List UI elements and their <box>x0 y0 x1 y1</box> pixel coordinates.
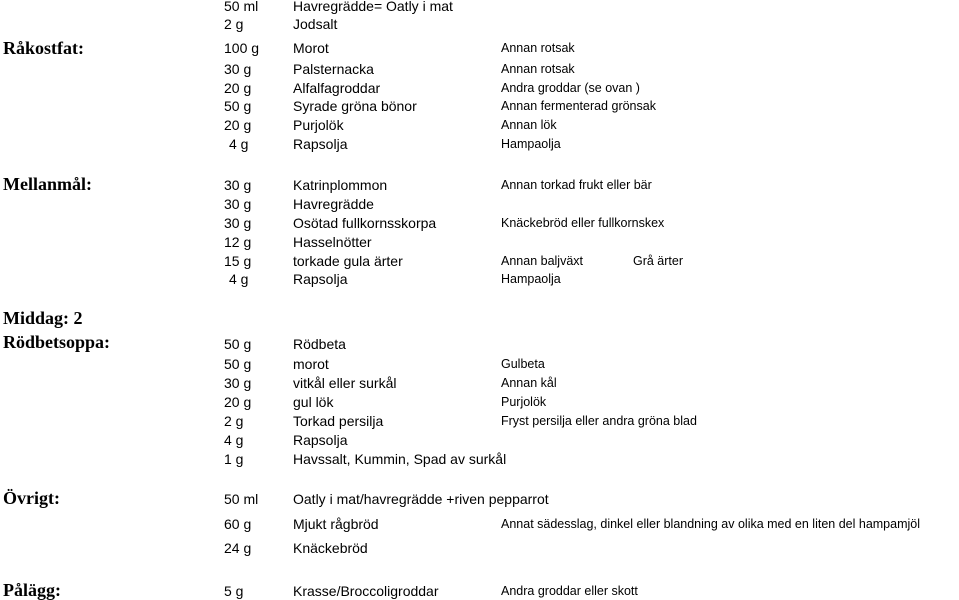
ingredient: gul lök <box>293 394 334 410</box>
ingredient: Rapsolja <box>293 136 348 152</box>
quantity: 50 g <box>224 336 252 352</box>
alternative: Purjolök <box>501 395 547 409</box>
quantity: 30 g <box>224 375 252 391</box>
alternative: Annan rotsak <box>501 41 575 55</box>
ingredient: Oatly i mat/havregrädde +riven pepparrot <box>293 491 549 507</box>
ingredient: torkade gula ärter <box>293 253 403 269</box>
quantity: 60 g <box>224 516 252 532</box>
ingredient: Knäckebröd <box>293 540 368 556</box>
quantity: 30 g <box>224 215 252 231</box>
alternative: Annan lök <box>501 118 557 132</box>
section-heading-ovrigt: Övrigt: <box>3 488 60 508</box>
quantity: 15 g <box>224 253 252 269</box>
alternative-extra: Grå ärter <box>633 254 684 268</box>
section-heading-palagg: Pålägg: <box>3 580 61 600</box>
quantity: 5 g <box>224 583 244 599</box>
ingredient: Mjukt rågbröd <box>293 516 379 532</box>
ingredient: Palsternacka <box>293 61 374 77</box>
alternative: Hampaolja <box>501 272 561 286</box>
ingredient: Katrinplommon <box>293 177 388 193</box>
ingredient: Osötad fullkornsskorpa <box>293 215 437 231</box>
quantity: 20 g <box>224 117 252 133</box>
alternative: Andra groddar (se ovan ) <box>501 81 640 95</box>
ingredient: Morot <box>293 40 329 56</box>
section-heading-middag: Middag: 2 <box>3 308 83 328</box>
alternative: Gulbeta <box>501 357 545 371</box>
quantity: 1 g <box>224 451 244 467</box>
quantity: 30 g <box>224 196 252 212</box>
alternative: Annan torkad frukt eller bär <box>501 178 652 192</box>
ingredient: Havregrädde <box>293 196 374 212</box>
quantity: 100 g <box>224 40 260 56</box>
alternative: Fryst persilja eller andra gröna blad <box>501 414 697 428</box>
ingredient: Hasselnötter <box>293 234 372 250</box>
section-heading-rakostfat: Råkostfat: <box>3 38 84 58</box>
alternative: Annan kål <box>501 376 557 390</box>
quantity: 20 g <box>224 394 252 410</box>
ingredient: Purjolök <box>293 117 344 133</box>
quantity: 50 ml <box>224 0 259 14</box>
quantity: 50 ml <box>224 491 259 507</box>
quantity: 30 g <box>224 177 252 193</box>
quantity: 20 g <box>224 80 252 96</box>
alternative: Annat sädesslag, dinkel eller blandning av olika med en liten del hampamjöl <box>501 518 921 531</box>
ingredient: Jodsalt <box>293 16 338 32</box>
quantity: 2 g <box>224 16 244 32</box>
quantity: 2 g <box>224 413 244 429</box>
ingredient: Rödbeta <box>293 336 346 352</box>
ingredient: Syrade gröna bönor <box>293 98 417 114</box>
quantity: 12 g <box>224 234 252 250</box>
ingredient: Krasse/Broccoligroddar <box>293 583 439 599</box>
alternative: Annan baljväxt <box>501 254 584 268</box>
quantity: 24 g <box>224 540 252 556</box>
ingredient: Alfalfagroddar <box>293 80 381 96</box>
section-heading-rodbetsoppa: Rödbetsoppa: <box>3 332 111 352</box>
quantity: 50 g <box>224 356 252 372</box>
quantity: 4 g <box>224 432 244 448</box>
quantity: 30 g <box>224 61 252 77</box>
ingredient: vitkål eller surkål <box>293 375 397 391</box>
section-heading-mellanmal: Mellanmål: <box>3 174 92 194</box>
alternative: Hampaolja <box>501 137 561 151</box>
ingredient: morot <box>293 356 329 372</box>
quantity: 50 g <box>224 98 252 114</box>
quantity: 4 g <box>229 136 249 152</box>
alternative: Knäckebröd eller fullkornskex <box>501 216 665 230</box>
ingredient: Havssalt, Kummin, Spad av surkål <box>293 451 507 467</box>
quantity: 4 g <box>229 271 249 287</box>
alternative: Andra groddar eller skott <box>501 584 638 598</box>
ingredient: Havregrädde= Oatly i mat <box>293 0 453 14</box>
alternative: Annan rotsak <box>501 62 575 76</box>
ingredient: Torkad persilja <box>293 413 384 429</box>
alternative: Annan fermenterad grönsak <box>501 99 656 113</box>
ingredient: Rapsolja <box>293 271 348 287</box>
ingredient: Rapsolja <box>293 432 348 448</box>
